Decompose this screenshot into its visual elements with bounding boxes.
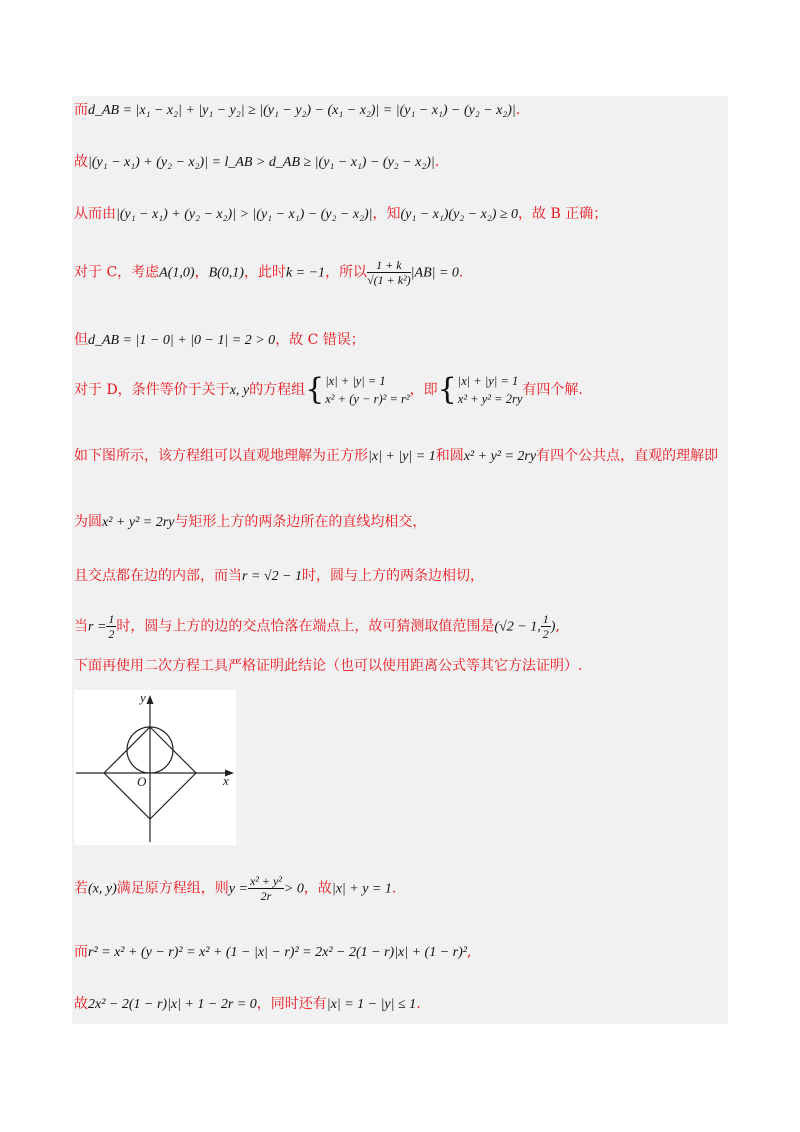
line-11 (74, 656, 582, 676)
formula: x² + y² = 2ry (463, 449, 537, 464)
equation-system (458, 372, 523, 408)
formula: x, y (229, 383, 250, 398)
equation: |x| + |y| = 1 (457, 374, 519, 388)
denominator: 2 (108, 627, 115, 641)
text: 但 (74, 332, 88, 348)
text: ，此时 (243, 264, 286, 281)
text: 为圆 (74, 514, 102, 530)
formula: B(0,1) (208, 265, 244, 281)
formula: |x| + |y| = 1 (368, 449, 436, 464)
text: , (466, 944, 472, 960)
formula: |AB| = 0 (410, 265, 459, 281)
line-13 (74, 942, 471, 963)
numerator: 1 (542, 612, 549, 626)
text: ，故 C 错误； (275, 332, 365, 348)
line-9 (74, 566, 484, 587)
text: . (515, 102, 521, 118)
text: 故 (74, 996, 88, 1012)
fraction (541, 612, 551, 641)
formula: (x, y) (88, 881, 117, 897)
text: ，故 B 正确； (518, 206, 608, 222)
fraction (106, 612, 116, 641)
denominator: 2 (542, 627, 549, 641)
formula: (√2 − 1, (494, 619, 541, 635)
line-12 (74, 874, 396, 903)
formula: > 0 (283, 881, 304, 897)
x-label: x (223, 773, 229, 788)
brace: { (305, 372, 325, 407)
formula: k = −1 (285, 265, 326, 281)
text: . (416, 996, 421, 1012)
line-3 (74, 204, 607, 225)
text: 当 (74, 618, 88, 635)
text: 对于 D，条件等价于关于 (74, 382, 230, 398)
formula: y = (228, 881, 248, 897)
text: 时，圆与上方的边的交点恰落在端点上，故可猜测取值范围是 (116, 618, 495, 635)
formula: |(y₁ − x₁) + (y₂ − x₂)| > |(y₁ − x₁) − (y₂ − x₂)| (116, 207, 373, 222)
origin-label: O (137, 774, 147, 789)
formula: r² = x² + (y − r)² = x² + (1 − |x| − r)² = 2x² − 2(1 − r)|x| + (1 − r)² (88, 945, 467, 960)
text: . (458, 264, 464, 281)
formula: x² + y² = 2ry (102, 515, 175, 530)
equation: |x| + |y| = 1 (325, 374, 386, 388)
formula: |x| = 1 − |y| ≤ 1 (326, 997, 417, 1012)
equation: x² + y² = 2ry (457, 392, 523, 406)
equation-system (325, 372, 409, 408)
formula: |(y₁ − x₁) + (y₂ − x₂)| = l_AB > d_AB ≥ |(y₁ − x₁) − (y₂ − x₂)| (88, 155, 435, 170)
formula: d_AB = |x₁ − x₂| + |y₁ − y₂| ≥ |(y₁ − y₂) − (x₁ − x₂)| = |(y₁ − x₁) − (y₂ − x₂)| (88, 103, 516, 118)
formula: d_AB = |1 − 0| + |0 − 1| = 2 > 0 (88, 333, 276, 348)
figure-diagram (74, 690, 236, 845)
text: ，所以 (325, 264, 368, 281)
line-4 (74, 258, 463, 287)
text: 与矩形上方的两条边所在的直线均相交， (174, 514, 427, 530)
line-7 (74, 446, 718, 467)
brace: { (437, 372, 457, 407)
fraction (367, 258, 411, 287)
text: 而 (74, 944, 88, 960)
line-6 (74, 372, 583, 408)
formula: r = (88, 619, 107, 635)
text: ，即 (409, 382, 438, 398)
formula: |x| + y = 1 (331, 881, 392, 897)
text: 时，圆与上方的两条边相切， (302, 568, 485, 584)
text: ，知 (372, 206, 401, 222)
text: 对于 C，考虑 (74, 264, 160, 281)
text: 满足原方程组，则 (116, 880, 229, 897)
line-5 (74, 330, 365, 351)
y-axis-arrow (147, 695, 154, 704)
equation: x² + (y − r)² = r² (325, 392, 410, 406)
text: 有四个公共点，直观的理解即 (536, 448, 719, 464)
text: ，故 (303, 880, 332, 897)
text: , (555, 618, 560, 635)
text: ，同时还有 (256, 996, 327, 1012)
text: 从而由 (74, 206, 116, 222)
denominator: 2r (260, 889, 272, 903)
fraction (248, 874, 284, 903)
line-14 (74, 994, 421, 1015)
y-label: y (140, 690, 146, 705)
text: . (434, 154, 440, 170)
line-8 (74, 512, 426, 533)
figure (74, 690, 236, 845)
formula: (y₁ − x₁)(y₂ − x₂) ≥ 0 (400, 207, 519, 222)
denominator: √(1 + k²) (367, 273, 411, 287)
text: . (391, 880, 397, 897)
text: 故 (74, 154, 88, 170)
text: 且交点都在边的内部，而当 (74, 568, 242, 584)
text: 若 (74, 880, 88, 897)
line-1 (74, 100, 520, 121)
text: 有四个解. (522, 382, 583, 398)
formula: A(1,0) (159, 265, 195, 281)
numerator: 1 (108, 612, 115, 626)
text: 的方程组 (249, 382, 306, 398)
numerator: x² + y² (249, 874, 282, 888)
formula: 2x² − 2(1 − r)|x| + 1 − 2r = 0 (88, 997, 257, 1012)
text: 下面再使用二次方程工具严格证明此结论（也可以使用距离公式等其它方法证明）. (74, 658, 583, 674)
text: 和圆 (435, 448, 464, 464)
text: ， (194, 264, 209, 281)
line-10 (74, 612, 560, 641)
numerator: 1 + k (367, 258, 411, 273)
line-2 (74, 152, 439, 173)
formula: ) (550, 619, 556, 635)
text: 而 (74, 102, 88, 118)
text: 如下图所示，该方程组可以直观地理解为正方形 (74, 448, 368, 464)
formula: r = √2 − 1 (242, 569, 303, 584)
